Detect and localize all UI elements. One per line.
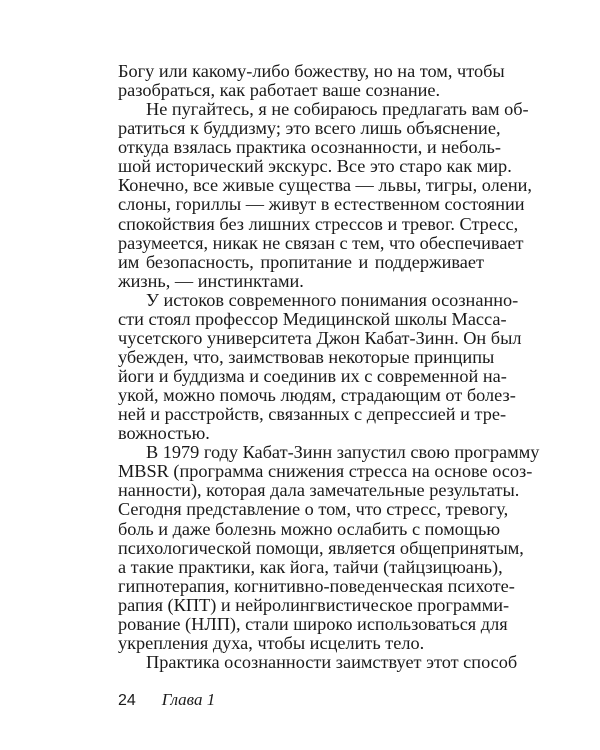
text-line: рапия (КПТ) и нейролингвистическое программи- [118, 594, 510, 615]
text-line: MBSR (программа снижения стресса на основе осоз- [118, 461, 533, 482]
text-line: спокойствия без лишних стрессов и тревог. Стресс, [118, 213, 519, 234]
text-line: а такие практики, как йога, тайчи (тайцзицюань), [118, 556, 503, 577]
text-line: ратиться к буддизму; это всего лишь объяснение, [118, 118, 501, 139]
text-line: Сегодня представление о том, что стресс, тревогу, [118, 499, 509, 520]
text-line: рование (НЛП), стали широко использоваться для [118, 613, 508, 634]
text-line: Конечно, все живые существа — львы, тигры, олени, [118, 175, 532, 196]
text-line: психологической помощи, является общепринятым, [118, 537, 524, 558]
page-footer [118, 689, 215, 711]
chapter-label: Глава 1 [161, 690, 216, 709]
paragraph-first-line: Не пугайтесь, я не собираюсь предлагать вам об- [146, 99, 529, 120]
page-number: 24 [118, 692, 136, 709]
text-line: убежден, что, заимствовав некоторые принципы [118, 346, 495, 367]
text-line: откуда взялась практика осознанности, и неболь- [118, 137, 501, 158]
text-line: укрепления духа, чтобы исцелить тело. [118, 632, 425, 653]
text-line: сти стоял профессор Медицинской школы Масса- [118, 308, 507, 329]
text-line: жизнь, — инстинктами. [118, 270, 304, 291]
text-line: им безопасность, пропитание и поддерживает [118, 251, 484, 272]
paragraph-first-line: У истоков современного понимания осознанно- [146, 289, 519, 310]
text-line: Богу или какому-либо божеству, но на том, чтобы [118, 61, 505, 81]
text-line: ней и расстройств, связанных с депрессией и тре- [118, 404, 507, 425]
text-line: чусетского университета Джон Кабат-Зинн. Он был [118, 327, 522, 348]
text-line: вожностью. [118, 423, 210, 444]
text-line: йоги и буддизма и соединив их с современной на- [118, 366, 507, 386]
paragraph-first-line: Практика осознанности заимствует этот способ [146, 651, 518, 672]
text-line: укой, можно помочь людям, страдающим от болез- [118, 385, 516, 406]
text-line: нанности), которая дала замечательные результаты. [118, 480, 520, 501]
text-line: боль и даже болезнь можно ослабить с помощью [118, 518, 500, 539]
paragraph-first-line: В 1979 году Кабат-Зинн запустил свою программу [146, 442, 540, 463]
text-line: разобраться, как работает ваше сознание. [118, 80, 441, 101]
text-line: гипнотерапия, когнитивно-поведенческая психоте- [118, 575, 515, 596]
text-line: шой исторический экскурс. Все это старо как мир. [118, 156, 512, 177]
text-line: разумеется, никак не связан с тем, что обеспечивает [118, 232, 524, 253]
text-line: слоны, гориллы — живут в естественном состоянии [118, 194, 525, 215]
